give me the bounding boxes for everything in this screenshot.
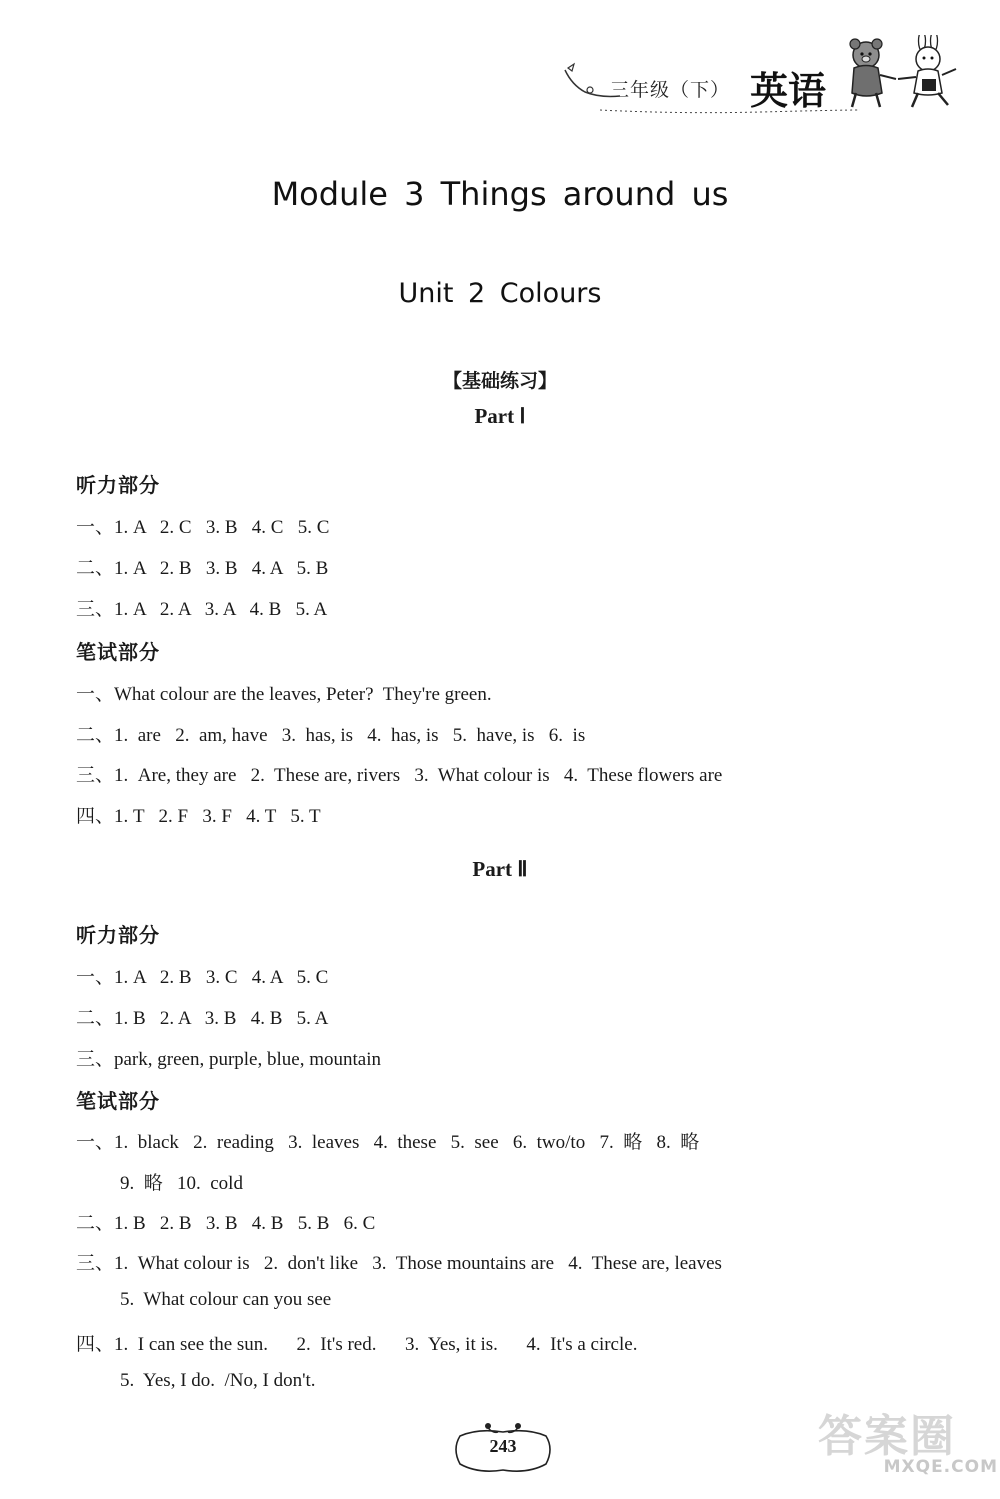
- answer-line: 二、1. B 2. B 3. B 4. B 5. B 6. C: [76, 1213, 376, 1234]
- unit-title: Unit 2 Colours: [398, 278, 602, 309]
- answer-line: 9. 略 10. cold: [120, 1173, 243, 1194]
- answer-line: 四、1. T 2. F 3. F 4. T 5. T: [76, 806, 321, 827]
- answer-line: 一、1. black 2. reading 3. leaves 4. these 5. see 6. two/to 7. 略 8. 略: [76, 1132, 700, 1153]
- part-2-title: Part Ⅱ: [472, 857, 528, 881]
- answer-line: 三、park, green, purple, blue, mountain: [76, 1049, 381, 1070]
- watermark-logo: 答案圈: [818, 1411, 956, 1462]
- answer-line: 二、1. B 2. A 3. B 4. B 5. A: [76, 1008, 329, 1029]
- module-title: Module 3 Things around us: [271, 175, 729, 213]
- answer-line: 5. Yes, I do. /No, I don't.: [120, 1370, 316, 1391]
- part-1-writing-heading: 笔试部分: [76, 640, 160, 664]
- part-2-listening-heading: 听力部分: [76, 923, 160, 947]
- page-number-badge: [448, 1418, 558, 1480]
- bear-and-rabbit-icon: [838, 35, 968, 115]
- grade-label: 三年级（下）: [610, 79, 731, 101]
- answer-line: 二、1. A 2. B 3. B 4. A 5. B: [76, 558, 329, 579]
- answer-line: 一、1. A 2. B 3. C 4. A 5. C: [76, 967, 329, 988]
- section-title: 【基础练习】: [442, 370, 557, 392]
- subject-label: 英语: [750, 69, 827, 113]
- page-number: 243: [489, 1436, 517, 1456]
- page-header: [560, 30, 980, 125]
- answer-line: 一、1. A 2. C 3. B 4. C 5. C: [76, 517, 330, 538]
- answer-line: 二、1. are 2. am, have 3. has, is 4. has, is 5. have, is 6. is: [76, 725, 586, 746]
- watermark-url: MXQE.COM: [883, 1457, 998, 1477]
- part-1-title: Part Ⅰ: [474, 404, 526, 428]
- part-2-writing-heading: 笔试部分: [76, 1089, 160, 1113]
- answer-line: 一、What colour are the leaves, Peter? They're green.: [76, 684, 492, 705]
- answer-line: 三、1. A 2. A 3. A 4. B 5. A: [76, 599, 328, 620]
- answer-line: 三、1. What colour is 2. don't like 3. Those mountains are 4. These are, leaves: [76, 1253, 722, 1274]
- answer-line: 三、1. Are, they are 2. These are, rivers 3. What colour is 4. These flowers are: [76, 765, 723, 786]
- answer-line: 四、1. I can see the sun. 2. It's red. 3. Yes, it is. 4. It's a circle.: [76, 1334, 638, 1355]
- watermark: [808, 1395, 998, 1495]
- answer-line: 5. What colour can you see: [120, 1289, 332, 1310]
- part-1-listening-heading: 听力部分: [76, 473, 160, 497]
